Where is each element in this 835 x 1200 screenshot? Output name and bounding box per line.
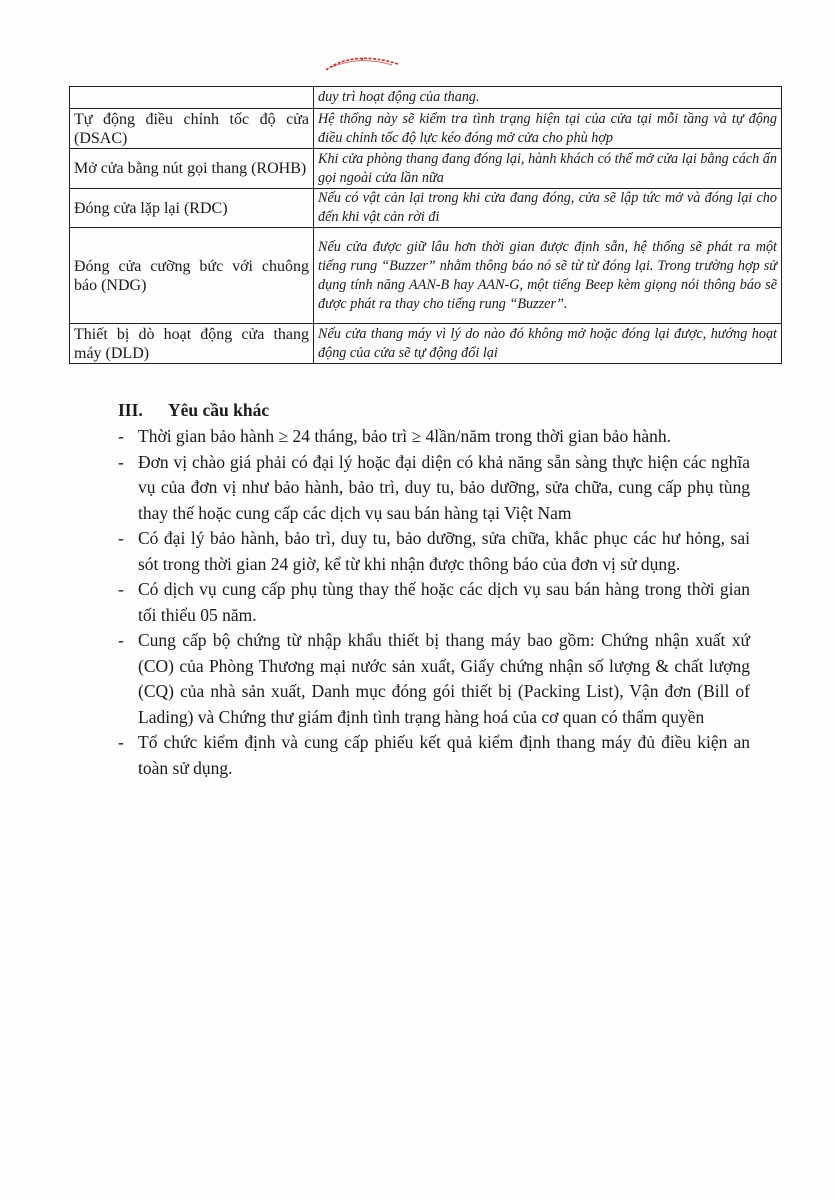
list-item xyxy=(118,577,750,628)
feature-name-cell: Đóng cửa cưỡng bức với chuông báo (NDG) xyxy=(70,228,314,324)
table-row xyxy=(70,324,782,364)
list-item xyxy=(118,730,750,781)
requirement-text: Cung cấp bộ chứng từ nhập khẩu thiết bị thang máy bao gồm: Chứng nhận xuất xứ (CO) của Phòng Thương mại nước sản xuất, Giấy chứng nhận số lượng & chất lượng (CQ) của nhà sản xuất, Danh mục đóng gói thiết bị (Packing List), Vận đơn (Bill of Lading) và Chứng thư giám định tình trạng hàng hoá của cơ quan có thẩm quyền xyxy=(138,630,750,727)
section-heading xyxy=(118,400,269,421)
table-row xyxy=(70,228,782,324)
requirement-text: Có đại lý bảo hành, bảo trì, duy tu, bảo dưỡng, sửa chữa, khắc phục các hư hỏng, sai sót trong thời gian 24 giờ, kể từ khi nhận được thông báo của đơn vị sử dụng. xyxy=(138,528,750,574)
requirement-text: Đơn vị chào giá phải có đại lý hoặc đại diện có khả năng sẵn sàng thực hiện các nghĩa vụ của đơn vị như bảo hành, bảo trì, duy tu, bảo dưỡng, sửa chữa, cung cấp phụ tùng thay thế hoặc cung cấp các dịch vụ sau bán hàng tại Việt Nam xyxy=(138,451,750,523)
bullet-dash: - xyxy=(118,732,124,752)
feature-name-cell: Tự động điều chỉnh tốc độ cửa (DSAC) xyxy=(70,109,314,149)
table-row xyxy=(70,149,782,189)
feature-description-cell: Nếu cửa được giữ lâu hơn thời gian được định sẵn, hệ thống sẽ phát ra một tiếng rung “Buzzer” nhằm thông báo nó sẽ từ từ đóng lại. Trong trường hợp sử dụng tính năng AAN-B hay AAN-G, một tiếng Beep kèm giọng nói thông báo sẽ được phát ra thay cho tiếng rung “Buzzer”. xyxy=(314,228,782,324)
bullet-dash: - xyxy=(118,630,124,650)
bullet-dash: - xyxy=(118,426,124,446)
bullet-dash: - xyxy=(118,451,124,472)
list-item xyxy=(118,526,750,577)
list-item xyxy=(118,424,750,450)
requirement-text: Tổ chức kiểm định và cung cấp phiếu kết quả kiểm định thang máy đủ điều kiện an toàn sử dụng. xyxy=(138,732,750,778)
feature-description-cell: Nếu có vật cản lại trong khi cửa đang đóng, cửa sẽ lập tức mở và đóng lại cho đến khi vật cản rời đi xyxy=(314,189,782,228)
feature-name-cell: Đóng cửa lặp lại (RDC) xyxy=(70,189,314,228)
section-title-text: Yêu cầu khác xyxy=(168,400,270,420)
feature-name-cell: Thiết bị dò hoạt động cửa thang máy (DLD) xyxy=(70,324,314,364)
bullet-dash: - xyxy=(118,528,124,548)
door-features-table xyxy=(69,86,782,364)
feature-description-cell: Khi cửa phòng thang đang đóng lại, hành khách có thể mở cửa lại bằng cách ấn gọi ngoài cửa lần nữa xyxy=(314,149,782,189)
feature-description-cell: Nếu cửa thang máy vì lý do nào đó không mở hoặc đóng lại được, hướng hoạt động của cửa sẽ tự động đổi lại xyxy=(314,324,782,364)
table-row xyxy=(70,109,782,149)
requirement-text: Thời gian bảo hành ≥ 24 tháng, bảo trì ≥ 4lần/năm trong thời gian bảo hành. xyxy=(138,426,671,446)
feature-name-cell xyxy=(70,87,314,109)
feature-description-cell: duy trì hoạt động của thang. xyxy=(314,87,782,109)
requirement-text: Có dịch vụ cung cấp phụ tùng thay thế hoặc các dịch vụ sau bán hàng trong thời gian tối thiểu 05 năm. xyxy=(138,579,750,625)
requirements-list xyxy=(118,424,750,781)
section-number: III. xyxy=(118,400,143,420)
feature-name-cell: Mở cửa bằng nút gọi thang (ROHB) xyxy=(70,149,314,189)
feature-description-cell: Hệ thống này sẽ kiểm tra tình trạng hiện tại của cửa tại mỗi tầng và tự động điều chỉnh tốc độ lực kéo đóng mở cửa cho phù hợp xyxy=(314,109,782,149)
bullet-dash: - xyxy=(118,579,124,599)
table-row xyxy=(70,189,782,228)
red-stamp-mark xyxy=(322,52,402,74)
table-row xyxy=(70,87,782,109)
list-item xyxy=(118,628,750,730)
list-item xyxy=(118,450,750,527)
